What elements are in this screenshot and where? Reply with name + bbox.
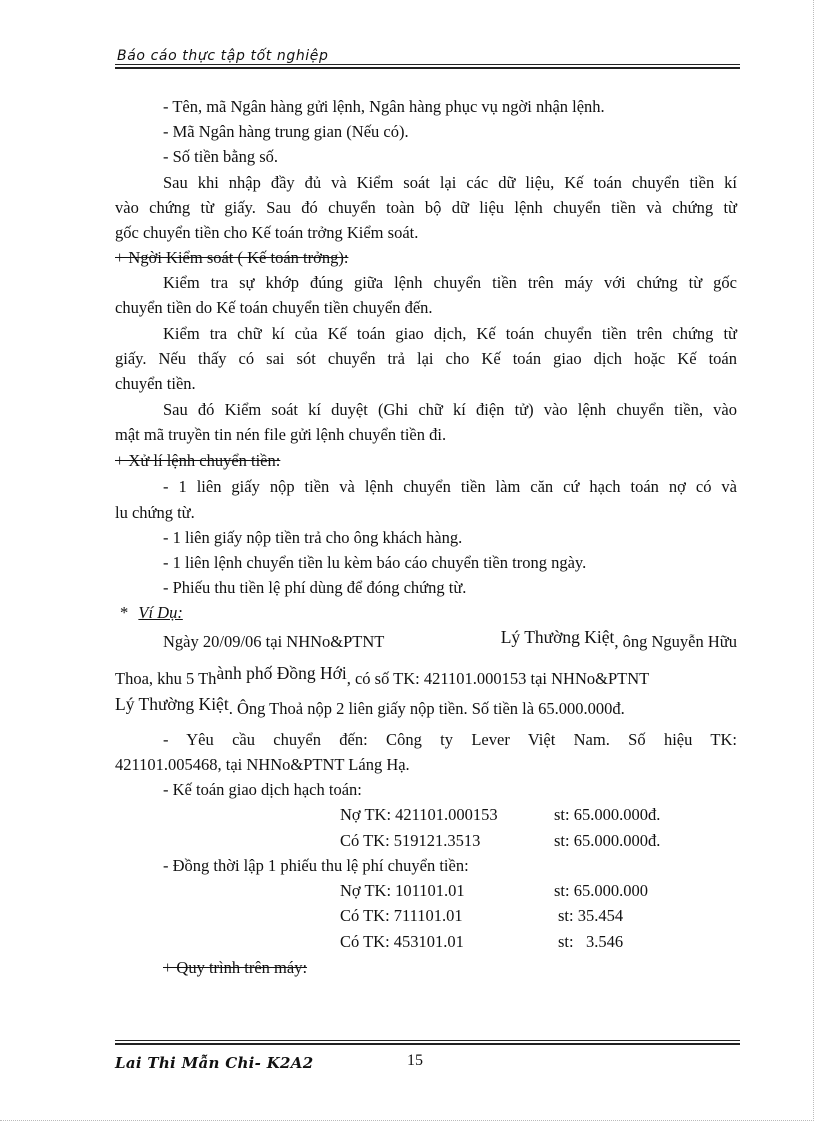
text-line: vào chứng từ giấy. Sau đó chuyển toàn bộ dữ liệu lệnh chuyển tiền và chứng từ <box>115 198 737 217</box>
text-span: Lý Thường Kiệt <box>500 627 615 647</box>
page-body <box>115 0 740 1120</box>
header-title: Báo cáo thực tập tốt nghiệp <box>117 48 329 64</box>
page-footer <box>115 1040 740 1080</box>
page-number: 15 <box>407 1052 423 1069</box>
text-line: - 1 liên giấy nộp tiền trả cho ông khách hàng. <box>163 528 463 547</box>
text-line: chuyển tiền. <box>115 374 196 393</box>
text-span: Ngày 20/09/06 tại NHNo&PTNT <box>163 632 385 651</box>
text-line: - Số tiền bằng số. <box>163 147 279 166</box>
entry-account: Nợ TK: 421101.000153 <box>340 805 498 824</box>
example-paragraph-line <box>163 627 737 652</box>
example-paragraph-line <box>115 663 650 689</box>
text-span: , có số TK: 421101.000153 tại NHNo&PTNT <box>346 669 650 688</box>
text-line: chuyển tiền do Kế toán chuyển tiền chuyển đến. <box>115 298 433 317</box>
text-line: - 1 liên lệnh chuyển tiền lu kèm báo cáo chuyển tiền trong ngày. <box>163 553 587 572</box>
entry-amount: st: 65.000.000đ. <box>554 831 661 850</box>
text-line: - Yêu cầu chuyển đến: Công ty Lever Việt Nam. Số hiệu TK: <box>163 730 737 749</box>
text-line: lu chứng từ. <box>115 503 195 522</box>
entry-amount: st: 65.000.000 <box>554 881 648 900</box>
text-line: giấy. Nếu thấy có sai sót chuyển trả lại cho Kế toán giao dịch hoặc Kế toán <box>115 349 737 368</box>
text-line: - Mã Ngân hàng trung gian (Nếu có). <box>163 122 409 141</box>
text-line: mật mã truyền tin nén file gửi lệnh chuyển tiền đi. <box>115 425 447 444</box>
entry-account: Có TK: 519121.3513 <box>340 831 481 850</box>
text-line: - Phiếu thu tiền lệ phí dùng để đóng chứng từ. <box>163 578 467 597</box>
text-line: Kiểm tra sự khớp đúng giữa lệnh chuyển tiền trên máy với chứng từ gốc <box>163 273 737 292</box>
text-line: - Kế toán giao dịch hạch toán: <box>163 780 362 799</box>
text-span: ành phố Đồng Hới <box>216 663 347 683</box>
section-heading: + Quy trình trên máy: <box>163 958 308 977</box>
text-span: , ông Nguyễn Hữu <box>614 632 737 651</box>
text-line: gốc chuyển tiền cho Kế toán trởng Kiểm soát. <box>115 223 419 242</box>
entry-account: Có TK: 711101.01 <box>340 906 463 925</box>
example-heading <box>120 603 183 623</box>
text-line: 421101.005468, tại NHNo&PTNT Láng Hạ. <box>115 755 410 774</box>
text-line: - 1 liên giấy nộp tiền và lệnh chuyển tiền làm căn cứ hạch toán nợ có và <box>163 477 737 496</box>
entry-amount: st: 35.454 <box>558 906 624 925</box>
text-span: Lý Thường Kiệt <box>115 694 229 714</box>
entry-account: Có TK: 453101.01 <box>340 932 464 951</box>
footer-rule-thin <box>115 1040 740 1041</box>
entry-account: Nợ TK: 101101.01 <box>340 881 465 900</box>
text-line: Sau đó Kiểm soát kí duyệt (Ghi chữ kí điện tử) vào lệnh chuyển tiền, vào <box>163 400 737 419</box>
example-star: * <box>120 603 129 622</box>
footer-author: Lai Thi Mẫn Chi- K2A2 <box>115 1054 314 1072</box>
example-paragraph-line <box>115 694 625 719</box>
entry-amount: st: 65.000.000đ. <box>554 805 661 824</box>
section-heading: + Xử lí lệnh chuyển tiền: <box>115 451 281 470</box>
section-heading: + Ngời Kiểm soát ( Kế toán trởng): <box>115 248 349 267</box>
text-span: . Ông Thoả nộp 2 liên giấy nộp tiền. Số tiền là 65.000.000đ. <box>228 699 625 718</box>
footer-rule-thick <box>115 1043 740 1045</box>
text-line: - Đồng thời lập 1 phiếu thu lệ phí chuyển tiền: <box>163 856 469 875</box>
example-title: Ví Dụ: <box>138 603 183 622</box>
text-line: Sau khi nhập đầy đủ và Kiểm soát lại các dữ liệu, Kế toán chuyển tiền kí <box>163 173 737 192</box>
text-line: Kiểm tra chữ kí của Kế toán giao dịch, Kế toán chuyển tiền trên chứng từ <box>163 324 737 343</box>
entry-amount: st: 3.546 <box>558 932 624 951</box>
text-line: - Tên, mã Ngân hàng gửi lệnh, Ngân hàng phục vụ ngời nhận lệnh. <box>163 97 605 116</box>
text-span: Thoa, khu 5 Th <box>115 669 217 688</box>
